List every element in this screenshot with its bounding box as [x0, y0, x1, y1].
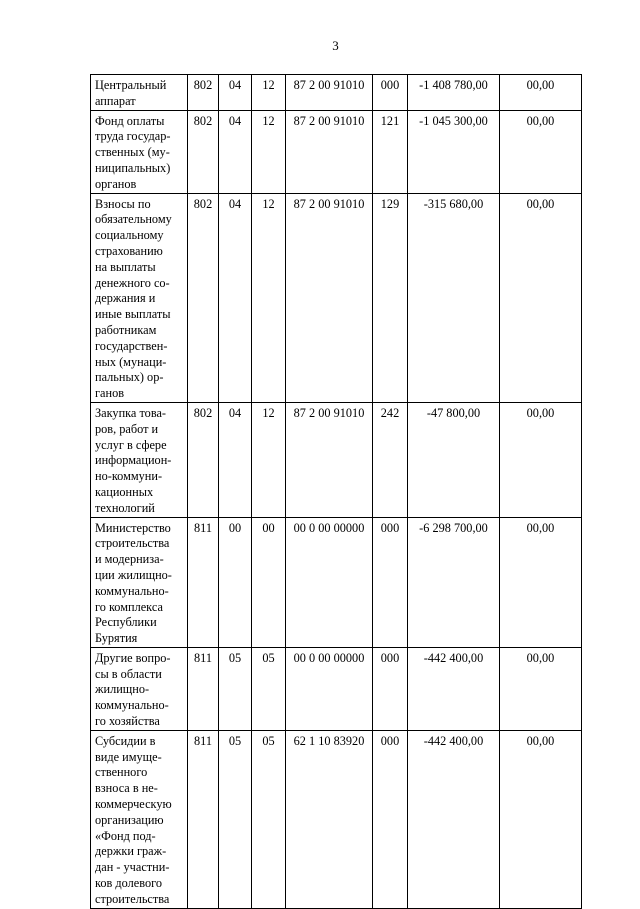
item-name-line: виде имуще- [95, 749, 162, 764]
subsection-code-cell: 00 [252, 517, 286, 647]
subsection-code-cell: 12 [252, 402, 286, 517]
item-name-line: Другие вопро- [95, 650, 171, 665]
amount-cell: -1 408 780,00 [408, 75, 500, 111]
item-name-line: труда государ- [95, 129, 171, 144]
item-name-line: денежного со- [95, 275, 170, 290]
item-name-line: кационных [95, 484, 154, 499]
item-name-line: ции жилищно- [95, 567, 172, 582]
item-name-line: держки граж- [95, 844, 167, 859]
item-name-line: и модерниза- [95, 552, 164, 567]
item-name-line: органов [95, 176, 137, 191]
expense-type-cell: 000 [373, 647, 408, 730]
table-body [91, 75, 582, 909]
expense-type-cell: 242 [373, 402, 408, 517]
item-name-line: ганов [95, 386, 125, 401]
subsection-code-cell: 12 [252, 75, 286, 111]
item-name-line: сы в области [95, 666, 162, 681]
ministry-code-cell: 811 [188, 730, 219, 908]
table-row [91, 517, 582, 647]
item-name-cell [91, 110, 188, 193]
table-row [91, 402, 582, 517]
amount-cell: -1 045 300,00 [408, 110, 500, 193]
subsection-code-cell: 12 [252, 110, 286, 193]
item-name-line: коммунально- [95, 583, 169, 598]
item-name-line: организацию [95, 812, 164, 827]
item-name-line: на выплаты [95, 259, 156, 274]
target-article-cell: 87 2 00 91010 [286, 193, 373, 402]
item-name-line: «Фонд под- [95, 828, 156, 843]
target-article-cell: 62 1 10 83920 [286, 730, 373, 908]
item-name-line: Фонд оплаты [95, 113, 165, 128]
expense-type-cell: 000 [373, 517, 408, 647]
item-name-line: Бурятия [95, 631, 138, 646]
target-article-cell: 00 0 00 00000 [286, 647, 373, 730]
budget-table [90, 74, 582, 909]
item-name-line: социальному [95, 228, 164, 243]
item-name-line: дан - участни- [95, 860, 170, 875]
expense-type-cell: 129 [373, 193, 408, 402]
target-article-cell: 00 0 00 00000 [286, 517, 373, 647]
expense-type-cell: 000 [373, 730, 408, 908]
ministry-code-cell: 811 [188, 647, 219, 730]
item-name-line: Министерство [95, 520, 171, 535]
item-name-cell [91, 647, 188, 730]
item-name-cell [91, 75, 188, 111]
amount-cell: -47 800,00 [408, 402, 500, 517]
item-name-line: аппарат [95, 93, 136, 108]
item-name-line: держания и [95, 291, 156, 306]
amount-cell: -442 400,00 [408, 730, 500, 908]
item-name-line: ков долевого [95, 876, 162, 891]
item-name-cell [91, 193, 188, 402]
table-row [91, 730, 582, 908]
item-name-line: ственных (му- [95, 145, 170, 160]
item-name-line: жилищно- [95, 682, 150, 697]
table-row [91, 110, 582, 193]
item-name-line: государствен- [95, 338, 168, 353]
item-name-line: го комплекса [95, 599, 163, 614]
subsection-code-cell: 05 [252, 647, 286, 730]
item-name-cell [91, 517, 188, 647]
item-name-line: Республики [95, 615, 157, 630]
ministry-code-cell: 802 [188, 75, 219, 111]
item-name-line: обязательному [95, 212, 172, 227]
item-name-line: страхованию [95, 243, 163, 258]
target-article-cell: 87 2 00 91010 [286, 75, 373, 111]
item-name-line: Центральный [95, 78, 167, 92]
ministry-code-cell: 802 [188, 110, 219, 193]
amount-second-cell: 00,00 [500, 75, 582, 111]
item-name-line: взноса в не- [95, 781, 158, 796]
section-code-cell: 00 [219, 517, 252, 647]
item-name-line: Субсидии в [95, 733, 156, 748]
amount-second-cell: 00,00 [500, 730, 582, 908]
amount-second-cell: 00,00 [500, 402, 582, 517]
item-name-line: строительства [95, 891, 170, 906]
ministry-code-cell: 802 [188, 193, 219, 402]
subsection-code-cell: 12 [252, 193, 286, 402]
item-name-cell [91, 402, 188, 517]
section-code-cell: 05 [219, 730, 252, 908]
subsection-code-cell: 05 [252, 730, 286, 908]
table-row [91, 193, 582, 402]
section-code-cell: 04 [219, 75, 252, 111]
item-name-line: технологий [95, 500, 155, 515]
section-code-cell: 04 [219, 402, 252, 517]
target-article-cell: 87 2 00 91010 [286, 110, 373, 193]
item-name-line: иные выплаты [95, 307, 171, 322]
page-number: 3 [332, 38, 339, 53]
item-name-line: ных (мунаци- [95, 354, 167, 369]
item-name-line: коммунально- [95, 698, 169, 713]
expense-type-cell: 000 [373, 75, 408, 111]
item-name-line: ров, работ и [95, 421, 159, 436]
ministry-code-cell: 802 [188, 402, 219, 517]
item-name-line: работникам [95, 322, 157, 337]
expense-type-cell: 121 [373, 110, 408, 193]
item-name-line: информацион- [95, 453, 172, 468]
amount-second-cell: 00,00 [500, 517, 582, 647]
amount-cell: -442 400,00 [408, 647, 500, 730]
ministry-code-cell: 811 [188, 517, 219, 647]
item-name-line: ственного [95, 765, 148, 780]
item-name-line: пальных) ор- [95, 370, 164, 385]
amount-cell: -6 298 700,00 [408, 517, 500, 647]
item-name-line: Закупка това- [95, 405, 167, 420]
section-code-cell: 05 [219, 647, 252, 730]
item-name-line: ниципальных) [95, 160, 171, 175]
section-code-cell: 04 [219, 193, 252, 402]
item-name-line: услуг в сфере [95, 437, 167, 452]
amount-second-cell: 00,00 [500, 193, 582, 402]
item-name-line: но-коммуни- [95, 469, 163, 484]
table-row [91, 75, 582, 111]
target-article-cell: 87 2 00 91010 [286, 402, 373, 517]
section-code-cell: 04 [219, 110, 252, 193]
item-name-line: Взносы по [95, 196, 151, 211]
item-name-cell [91, 730, 188, 908]
item-name-line: коммерческую [95, 797, 172, 812]
item-name-line: го хозяйства [95, 714, 160, 729]
table-row [91, 647, 582, 730]
amount-cell: -315 680,00 [408, 193, 500, 402]
item-name-line: строительства [95, 536, 170, 551]
amount-second-cell: 00,00 [500, 647, 582, 730]
amount-second-cell: 00,00 [500, 110, 582, 193]
